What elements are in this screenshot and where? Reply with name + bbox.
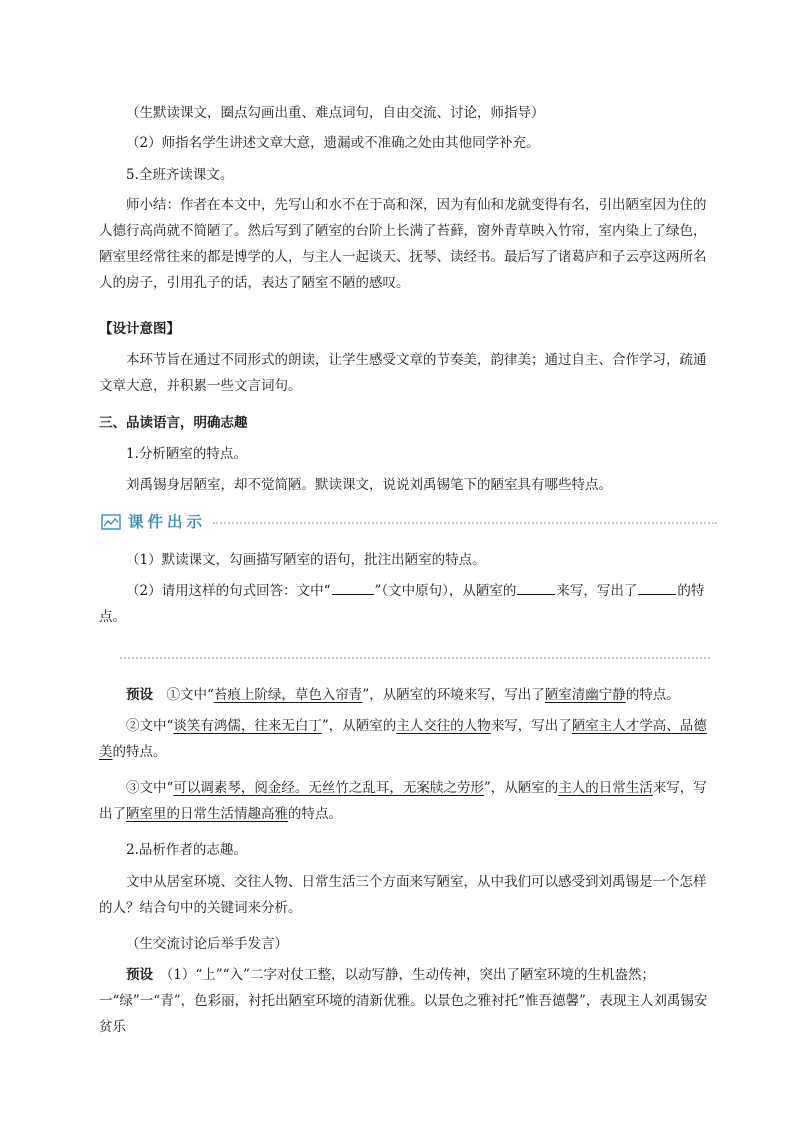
text-fragment: ”（文中原句），从陋室的	[374, 583, 517, 599]
courseware-title: 课件出示	[128, 513, 207, 531]
paragraph-summary-task: （2）师指名学生讲述文章大意，遗漏或不准确之处由其他同学补充。	[126, 135, 540, 151]
answer-blank	[332, 580, 374, 595]
paragraph-preset-1	[99, 682, 717, 708]
courseware-header	[101, 511, 717, 535]
paragraph-teacher-summary: 师小结：作者在本文中，先写山和水不在于高和深，因为有仙和龙就变得有名，引出陋室因为住的人德行高尚就不简陋了。然后写到了陋室的台阶上长满了苔藓，窗外青草映入竹帘，室内染上了绿色，陋室里经常往来的都是博学的人，与主人一起谈天、抚琴、读经书。最后写了诸葛庐和子云亭这两所名人的房子，引用孔子的话，表达了陋室不陋的感叹。	[99, 197, 707, 291]
underlined-quote: 谈笑有鸿儒，往来无白丁	[173, 718, 322, 734]
underlined-answer: 陋室里的日常生活情趣高雅	[126, 806, 288, 822]
answer-blank	[638, 580, 676, 595]
text-fragment: 的特点。	[288, 806, 342, 822]
text-fragment: 的特点。	[99, 583, 705, 625]
text-fragment: 来写，写出了	[490, 718, 572, 734]
underlined-answer: 主人的日常生活	[558, 780, 653, 796]
preset-label: 预设	[126, 967, 153, 983]
paragraph-preset-2	[99, 713, 717, 765]
text-fragment: 来写，写出了	[99, 780, 707, 822]
underlined-answer: 陋室主人才学高、品德美	[99, 718, 707, 760]
paragraph-task-1-intro: 刘禹锡身居陋室，却不觉简陋。默读课文，说说刘禹锡笔下的陋室具有哪些特点。	[126, 477, 612, 493]
text-fragment: 来写，写出了	[556, 583, 638, 599]
section-heading-3: 三、品读语言，明确志趣	[99, 415, 248, 431]
text-fragment: ①文中“	[166, 687, 214, 703]
preset-label: 预设	[126, 687, 153, 703]
text-fragment: ③文中“	[126, 780, 174, 796]
dotted-divider	[213, 522, 717, 524]
paragraph-read-aloud: 5.全班齐读课文。	[126, 167, 234, 183]
underlined-answer: 陋室清幽宁静	[544, 687, 626, 703]
paragraph-preset-4	[99, 962, 717, 1040]
paragraph-courseware-1: （1）默读课文，勾画描写陋室的语句，批注出陋室的特点。	[126, 552, 486, 568]
paragraph-courseware-2	[99, 578, 717, 630]
paragraph-reading-activity: （生默读课文，圈点勾画出重、难点词句，自由交流、讨论，师指导）	[126, 105, 545, 121]
text-fragment: 的特点。	[625, 687, 680, 703]
underlined-quote: 苔痕上阶绿，草色入帘青	[213, 687, 363, 703]
paragraph-task-2: 2.品析作者的志趣。	[126, 842, 247, 858]
chart-icon	[101, 514, 121, 530]
design-intent-heading: 【设计意图】	[99, 321, 180, 337]
text-fragment: （2）请用这样的句式回答：文中“	[126, 583, 331, 599]
text-fragment: ”，从陋室的环境来写，写出了	[362, 687, 545, 703]
text-fragment: （1）“上”“入”二字对仗工整，以动写静，生动传神，突出了陋室环境的生机盎然；一“绿”一“青”，色彩丽，衬托出陋室环境的清新优雅。以景色之雅衬托“惟吾德馨”，表现主人刘禹锡安贫乐	[99, 967, 708, 1035]
answer-blank	[517, 580, 555, 595]
text-fragment: ”，从陋室的	[321, 718, 397, 734]
underlined-quote: 可以调素琴，阅金经。无丝竹之乱耳，无案牍之劳形	[173, 780, 484, 796]
text-fragment: ②文中“	[126, 718, 174, 734]
paragraph-task-2-intro: 文中从居室环境、交往人物、日常生活三个方面来写陋室，从中我们可以感受到刘禹锡是一个怎样的人？结合句中的关键词来分析。	[99, 874, 707, 916]
paragraph-design-intent: 本环节旨在通过不同形式的朗读，让学生感受文章的节奏美，韵律美；通过自主、合作学习，疏通文章大意，并积累一些文言词句。	[99, 352, 707, 394]
dotted-separator	[120, 657, 710, 659]
underlined-answer: 主人交往的人物	[396, 718, 491, 734]
paragraph-task-1: 1.分析陋室的特点。	[126, 446, 247, 462]
text-fragment: 的特点。	[112, 744, 167, 760]
text-fragment: ”，从陋室的	[483, 780, 559, 796]
paragraph-preset-3	[99, 775, 717, 827]
paragraph-discussion: （生交流讨论后举手发言）	[126, 936, 288, 952]
